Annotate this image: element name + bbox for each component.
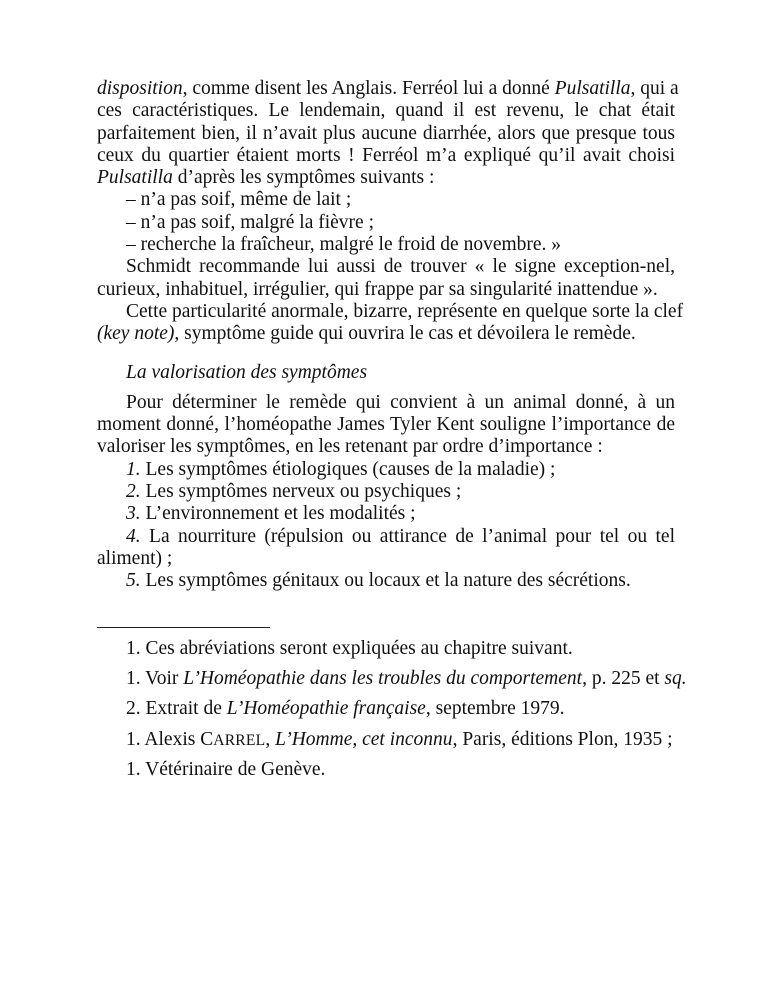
footnotes bbox=[97, 634, 697, 785]
list-number: 1. bbox=[126, 458, 141, 480]
paragraph-line: ceux du quartier étaient morts ! Ferréol m’a expliqué qu’il avait choisi bbox=[97, 144, 675, 166]
text-run: , symptôme guide qui ouvrira le cas et dévoilera le remède. bbox=[174, 323, 636, 345]
italic-term: Pulsatilla bbox=[554, 78, 631, 99]
author-smallcaps: ARREL bbox=[213, 731, 266, 749]
symptom-item: – recherche la fraîcheur, malgré le froid de novembre. » bbox=[126, 234, 562, 256]
list-item bbox=[97, 481, 675, 503]
text-run: , qui a bbox=[630, 78, 679, 99]
list-item bbox=[97, 526, 675, 548]
text-run: 1. Alexis bbox=[126, 728, 201, 750]
text-run: d’après les symptômes suivants : bbox=[172, 167, 435, 189]
paragraph-line: parfaitement bien, il n’avait plus aucune diarrhée, alors que presque tous bbox=[97, 122, 675, 144]
list-text: La nourriture (répulsion ou attirance de l’animal pour tel ou tel bbox=[140, 525, 675, 547]
section-heading bbox=[97, 362, 675, 384]
symptom-item: – n’a pas soif, même de lait ; bbox=[126, 189, 352, 211]
text-run: 1. Voir bbox=[126, 668, 184, 690]
list-item-continuation: aliment) ; bbox=[97, 547, 173, 569]
italic-term: sq. bbox=[664, 668, 687, 690]
list-item bbox=[97, 459, 675, 481]
list-text: Les symptômes nerveux ou psychiques ; bbox=[140, 481, 462, 503]
list-item bbox=[97, 570, 675, 592]
list-item bbox=[97, 503, 675, 525]
text-run: , p. 225 et bbox=[582, 668, 665, 690]
footnote-separator bbox=[97, 627, 270, 628]
italic-title: L’Homéopathie dans les troubles du comportement bbox=[183, 668, 583, 690]
paragraph-line: Schmidt recommande lui aussi de trouver « le signe exception-nel, bbox=[126, 256, 675, 278]
paragraph-line: moment donné, l’homéopathe James Tyler Kent souligne l’importance de bbox=[97, 414, 675, 436]
footnote bbox=[97, 664, 697, 694]
paragraph-line: ces caractéristiques. Le lendemain, quand il est revenu, le chat était bbox=[97, 100, 675, 122]
spacer bbox=[97, 384, 675, 392]
paragraph-line bbox=[97, 78, 679, 100]
list-number: 3. bbox=[126, 503, 141, 525]
author-initial: C bbox=[200, 728, 214, 750]
main-text bbox=[97, 78, 684, 593]
list-number: 5. bbox=[126, 570, 141, 592]
symptom-item: – n’a pas soif, malgré la fièvre ; bbox=[126, 211, 374, 233]
list-text: L’environnement et les modalités ; bbox=[140, 503, 416, 525]
footnote: 1. Vétérinaire de Genève. bbox=[126, 758, 326, 780]
paragraph-line: valoriser les symptômes, en les retenant par ordre d’importance : bbox=[97, 436, 603, 458]
text-run: , bbox=[265, 728, 276, 750]
footnote bbox=[97, 694, 697, 724]
text-run: , septembre 1979. bbox=[425, 698, 565, 720]
paragraph-line bbox=[97, 167, 675, 189]
list-text: Les symptômes génitaux ou locaux et la nature des sécrétions. bbox=[140, 570, 631, 592]
list-number: 2. bbox=[126, 481, 141, 503]
italic-term: disposition bbox=[97, 78, 183, 99]
section-heading-text: La valorisation des symptômes bbox=[126, 361, 368, 383]
italic-title: L’Homme, cet inconnu bbox=[275, 728, 453, 750]
text-run: , Paris, éditions Plon, 1935 ; bbox=[452, 728, 673, 750]
italic-term: (key note) bbox=[97, 323, 175, 345]
footnote: 1. Ces abréviations seront expliquées au chapitre suivant. bbox=[126, 638, 573, 659]
footnote bbox=[97, 725, 697, 755]
paragraph-line: Pour déterminer le remède qui convient à un animal donné, à un bbox=[126, 391, 675, 413]
italic-title: L’Homéopathie française bbox=[226, 698, 426, 720]
list-number: 4. bbox=[126, 525, 141, 547]
paragraph-line: curieux, inhabituel, irrégulier, qui frappe par sa singularité inattendue ». bbox=[97, 278, 658, 300]
paragraph-line bbox=[97, 323, 675, 345]
text-run: , comme disent les Anglais. Ferréol lui a donné bbox=[182, 78, 555, 99]
paragraph-line: Cette particularité anormale, bizarre, représente en quelque sorte la clef bbox=[126, 300, 684, 322]
spacer bbox=[97, 346, 675, 362]
list-text: Les symptômes étiologiques (causes de la maladie) ; bbox=[140, 458, 556, 480]
text-run: 2. Extrait de bbox=[126, 698, 227, 720]
italic-term: Pulsatilla bbox=[97, 167, 173, 189]
